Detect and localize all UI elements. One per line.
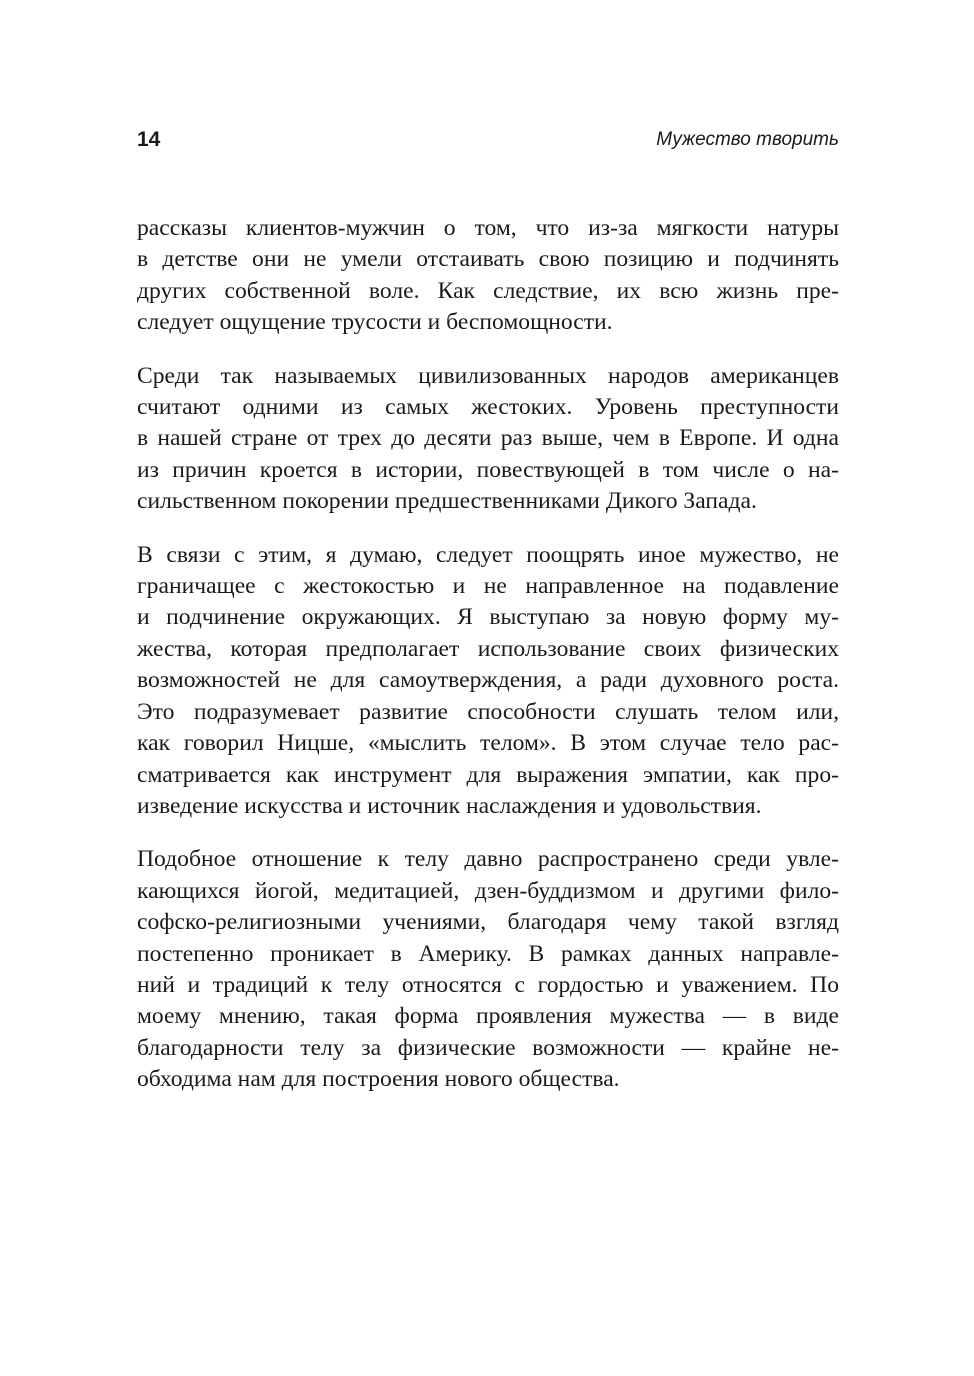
text-line: считают одними из самых жестоких. Уровень преступности: [137, 394, 839, 421]
text-line: благодарности телу за физические возможности — крайне не-: [137, 1034, 839, 1061]
text-line: сматривается как инструмент для выражения эмпатии, как про-: [137, 761, 839, 788]
paragraph: [137, 844, 839, 1095]
text-line: возможностей не для самоутверждения, а ради духовного роста.: [137, 667, 839, 694]
paragraph: [137, 361, 839, 518]
text-line: из причин кроется в истории, повествующей в том числе о на-: [137, 456, 839, 483]
text-line: ний и традиций к телу относятся с гордостью и уважением. По: [137, 971, 839, 998]
text-line: Подобное отношение к телу давно распространено среди увле-: [137, 846, 839, 873]
text-line: как говорил Ницше, «мыслить телом». В этом случае тело рас-: [137, 730, 839, 757]
text-line: кающихся йогой, медитацией, дзен-буддизмом и другими фило-: [137, 877, 839, 904]
text-line: в нашей стране от трех до десяти раз выше, чем в Европе. И одна: [137, 425, 839, 452]
running-head: [137, 126, 839, 156]
text-line: жества, которая предполагает использование своих физических: [137, 635, 839, 662]
text-line: моему мнению, такая форма проявления мужества — в виде: [137, 1003, 839, 1030]
text-line: граничащее с жестокостью и не направленное на подавление: [137, 573, 839, 600]
page-number: 14: [137, 128, 161, 151]
text-line: софско-религиозными учениями, благодаря чему такой взгляд: [137, 909, 839, 936]
text-line: рассказы клиентов-мужчин о том, что из-за мягкости натуры: [137, 215, 839, 241]
body-text: [137, 213, 839, 1118]
text-line: в детстве они не умели отстаивать свою позицию и подчинять: [137, 246, 839, 273]
paragraph: [137, 540, 839, 823]
paragraph: [137, 213, 839, 339]
text-line: В связи с этим, я думаю, следует поощрять иное мужество, не: [137, 541, 839, 568]
text-line: других собственной воле. Как следствие, их всю жизнь пре-: [137, 277, 839, 304]
text-line: следует ощущение трусости и беспомощности.: [137, 309, 613, 336]
text-line: обходима нам для построения нового общества.: [137, 1066, 620, 1093]
text-line: и подчинение окружающих. Я выступаю за новую форму му-: [137, 604, 839, 631]
text-line: сильственном покорении предшественниками Дикого Запада.: [137, 488, 757, 515]
text-line: Это подразумевает развитие способности слушать телом или,: [137, 698, 839, 725]
book-title: Мужество творить: [656, 129, 839, 150]
text-line: изведение искусства и источник наслаждения и удовольствия.: [137, 792, 762, 819]
text-line: постепенно проникает в Америку. В рамках данных направле-: [137, 940, 839, 967]
text-line: Среди так называемых цивилизованных народов американцев: [137, 362, 839, 389]
